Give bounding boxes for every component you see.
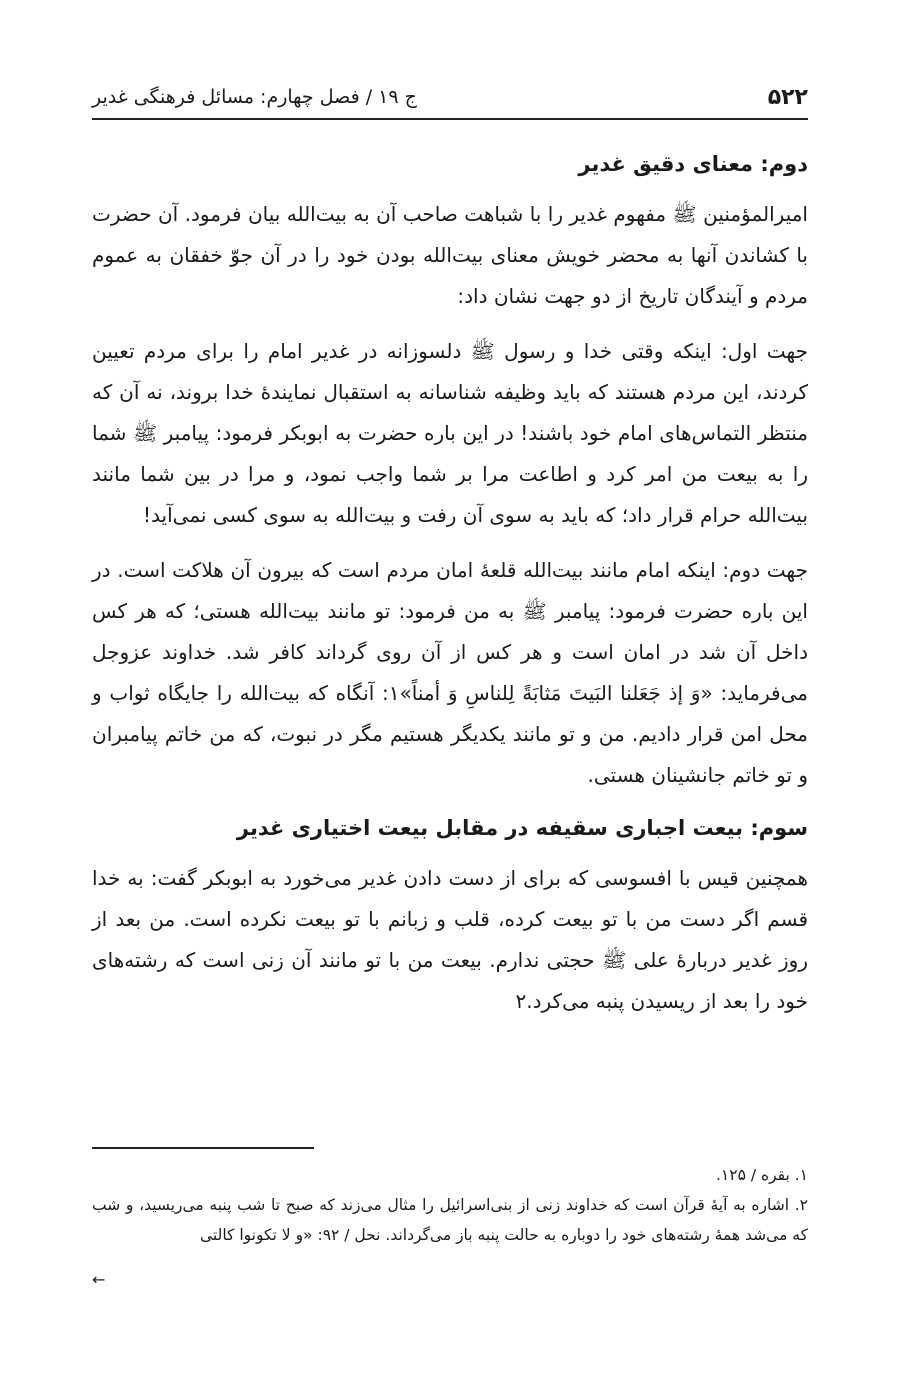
main-text [92, 146, 808, 1036]
paragraph: جهت دوم: اینکه امام مانند بیت‌الله قلعهٔ امان مردم است که بیرون آن هلاکت است. در این باره حضرت فرمود: پیامبر ﷺ به من فرمود: تو مانند بیت‌الله هستی؛ که هر کس داخل آن شد در امان است و هر کس از آن روی گرداند کافر شد. خداوند عزوجل می‌فرماید: «وَ إذ جَعَلنا البَیتَ مَثابَةً لِلناسِ وَ أمناً»۱: آنگاه که بیت‌الله را جایگاه ثواب و محل امن قرار دادیم. من و تو مانند یکدیگر هستیم مگر در نبوت، که من خاتم پیامبران و تو خاتم جانشینان هستی. [92, 558, 808, 787]
footnote-1: ۱. بقره / ۱۲۵. [715, 1166, 808, 1184]
footnote-divider [92, 1147, 314, 1149]
section-heading-forced-allegiance: سوم: بیعت اجباری سقیفه در مقابل بیعت اختیاری غدیر [236, 816, 808, 840]
header-divider [92, 118, 808, 120]
page-number: ۵۲۲ [767, 84, 808, 110]
footnotes [92, 1160, 808, 1250]
page-header [92, 80, 808, 114]
continuation-arrow-icon: ← [92, 1270, 106, 1289]
section-heading-exact-meaning: دوم: معنای دقیق غدیر [578, 152, 808, 176]
footnote-2: ۲. اشاره به آیهٔ قرآن است که خداوند زنی از بنی‌اسرائیل را مثال می‌زند که صبح تا شب پنبه می‌ریسید، و شب که می‌شد همهٔ رشته‌های خود را دوباره به حالت پنبه باز می‌گرداند. نحل / ۹۲: «و لا تکونوا کالتی [92, 1196, 808, 1244]
running-title: ج ۱۹ / فصل چهارم: مسائل فرهنگی غدیر [92, 86, 417, 108]
book-page [92, 0, 808, 1390]
paragraph: جهت اول: اینکه وقتی خدا و رسول ﷺ دلسوزانه در غدیر امام را برای مردم تعیین کردند، این مردم هستند که باید وظیفه شناسانه به استقبال نمایندهٔ خدا بروند، نه آن که منتظر التماس‌های امام خود باشند! در این باره حضرت به ابوبکر فرمود: پیامبر ﷺ شما را به بیعت من امر کرد و اطاعت مرا بر شما واجب نمود، و مرا در بین شما مانند بیت‌الله حرام قرار داد؛ که باید به سوی آن رفت و بیت‌الله به سوی کسی نمی‌آید! [92, 339, 808, 527]
paragraph: همچنین قیس با افسوسی که برای از دست دادن غدیر می‌خورد به ابوبکر گفت: به خدا قسم اگر دست من با تو بیعت کرده، قلب و زبانم با تو بیعت نکرده است. من بعد از روز غدیر دربارهٔ علی ﷺ حجتی ندارم. بیعت من با تو مانند آن زنی است که رشته‌های خود را بعد از ریسیدن پنبه می‌کرد.۲ [92, 866, 808, 1013]
paragraph: امیرالمؤمنین ﷺ مفهوم غدیر را با شباهت صاحب آن به بیت‌الله بیان فرمود. آن حضرت با کشاندن آنها به محضر خویش معنای بیت‌الله بودن خود را در آن جوّ خفقان به عموم مردم و آیندگان تاریخ از دو جهت نشان داد: [92, 202, 808, 308]
